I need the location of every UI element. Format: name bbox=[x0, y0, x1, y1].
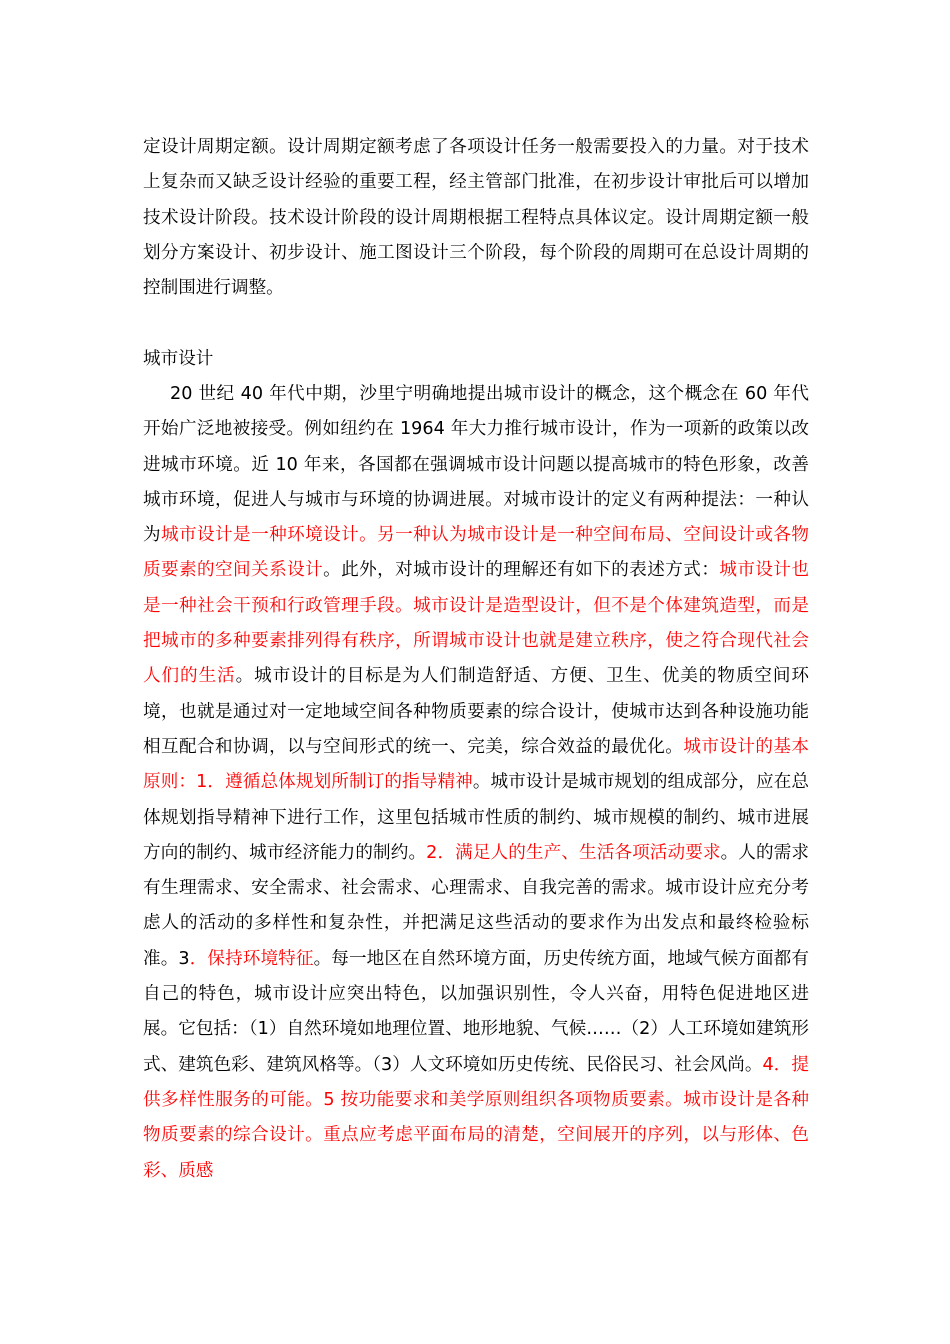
paragraph-design-cycle: 定设计周期定额。设计周期定额考虑了各项设计任务一般需要投入的力量。对于技术上复杂而又缺乏设计经验的重要工程，经主管部门批准，在初步设计审批后可以增加技术设计阶段。技术设计阶段的设计周期根据工程特点具体议定。设计周期定额一般划分方案设计、初步设计、施工图设计三个阶段，每个阶段的周期可在总设计周期的控制围进行调整。 bbox=[143, 137, 809, 299]
highlight-run: 城市设计的基本原则：1．遵循总体规划所制订的指导精神 bbox=[143, 736, 809, 793]
text-run: 。人的需求有生理需求、安全需求、社会需求、心理需求、自我完善的需求。城市设计应充分考虑人的活动的多样性和复杂性，并把满足这些活动的要求作为出发点和最终检验标准。3 bbox=[143, 842, 809, 969]
text-run: 。城市设计是城市规划的组成部分，应在总体规划指导精神下进行工作，这里包括城市性质的制约、城市规模的制约、城市进展方向的制约、城市经济能力的制约。 bbox=[143, 772, 809, 863]
paragraph-urban-design bbox=[143, 377, 809, 1189]
highlight-run: 城市设计是一种环境设计。另一种认为城市设计是一种空间布局、空间设计或各物质要素的空间关系设计 bbox=[143, 525, 809, 581]
text-run: 20 世纪 40 年代中期，沙里宁明确地提出城市设计的概念，这个概念在 60 年代开始广泛地被接受。例如纽约在 1964 年大力推行城市设计，作为一项新的政策以改进城市环境。近 10 年来，各国都在强调城市设计问题以提高城市的特色形象，改善城市环境，促进人与城市与环境的协调进展。对城市设计的定义有两种提法：一种认为 bbox=[143, 384, 809, 546]
text-run: 。此外，对城市设计的理解还有如下的表述方式： bbox=[323, 560, 720, 581]
highlight-run: 城市设计也是一种社会干预和行政管理手段。城市设计是造型设计，但不是个体建筑造型，而是把城市的多种要素排列得有秩序，所谓城市设计也就是建立秩序，使之符合现代社会人们的生活 bbox=[143, 560, 809, 687]
highlight-run: 2．满足人的生产、生活各项活动要求 bbox=[426, 842, 721, 863]
text-run: 。每一地区在自然环境方面，历史传统方面，地域气候方面都有自己的特色，城市设计应突出特色，以加强识别性，令人兴奋，用特色促进地区进展。它包括：（1）自然环境如地理位置、地形地貌、气候……（2）人工环境如建筑形式、建筑色彩、建筑风格等。（3）人文环境如历史传统、民俗民习、社会风尚。 bbox=[143, 948, 809, 1075]
highlight-run: 4．提供多样性服务的可能。5 按功能要求和美学原则组织各项物质要素。城市设计是各种物质要素的综合设计。重点应考虑平面布局的清楚，空间展开的序列，以与形体、色彩、质感 bbox=[143, 1054, 809, 1181]
highlight-run: ．保持环境特征 bbox=[189, 948, 314, 969]
section-heading: 城市设计 bbox=[143, 349, 214, 369]
text-run: 。城市设计的目标是为人们制造舒适、方便、卫生、优美的物质空间环境，也就是通过对一定地域空间各种物质要素的综合设计，使城市达到各种设施功能相互配合和协调，以与空间形式的统一、完美，综合效益的最优化。 bbox=[143, 666, 809, 757]
